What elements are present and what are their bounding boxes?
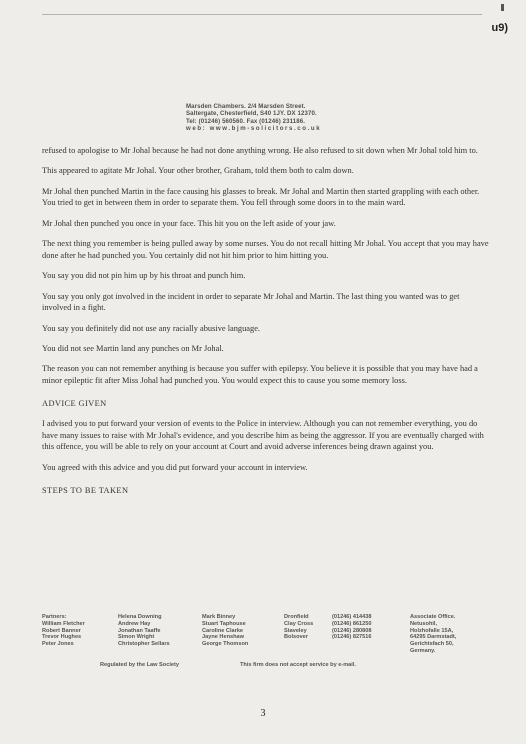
footer-line: Simon Wright xyxy=(118,634,155,641)
letterhead-address xyxy=(186,103,321,133)
paragraph: The next thing you remember is being pulled away by some nurses. You do not recall hitting Mr Johal. You accept that you may have done after he had punched you. You certainly did not hit him prior to him hitting you. xyxy=(42,239,489,260)
regulated-notice: Regulated by the Law Society xyxy=(100,662,179,668)
footer-line: Peter Jones xyxy=(42,641,74,648)
footer-partners-col xyxy=(42,614,85,648)
page-number: 3 xyxy=(260,708,266,719)
top-rule xyxy=(42,14,482,15)
footer-line: Caroline Clarke xyxy=(202,627,244,634)
paragraph: refused to apologise to Mr Johal because he had not done anything wrong. He also refused to sit down when Mr Johal told him to. xyxy=(42,146,478,155)
footer-line: Jonathan Taaffe xyxy=(118,627,161,634)
footer-line: Stuart Taphouse xyxy=(202,620,246,627)
footer-line: (01246) 280808 xyxy=(332,627,372,634)
section-heading-advice: ADVICE GIVEN xyxy=(42,399,107,409)
letterhead-line: Tel: (01246) 560560. Fax (01246) 231186. xyxy=(186,117,306,125)
email-service-notice: This firm does not accept service by e-mail. xyxy=(240,662,356,668)
paragraph: The reason you can not remember anything is because you suffer with epilepsy. You believe it is possible that you may have had a minor epileptic fit after Miss Johal had punched you. You would expect this to cause you some memory loss. xyxy=(42,364,478,385)
footer-associate-col xyxy=(410,614,456,655)
footer-line: William Fletcher xyxy=(42,620,85,627)
footer-line: (01246) 827516 xyxy=(332,634,372,641)
footer-line: Helena Downing xyxy=(118,614,162,620)
footer-line: (01246) 414438 xyxy=(332,614,372,620)
footer-line: Holzhofalle 15A, xyxy=(410,627,454,634)
letterhead-footer xyxy=(42,614,502,670)
footer-line: (01246) 861250 xyxy=(332,620,372,627)
paragraph: You agreed with this advice and you did put forward your account in interview. xyxy=(42,462,308,472)
section-heading-steps: STEPS TO BE TAKEN xyxy=(42,486,129,496)
corner-annotation: u9) xyxy=(491,22,508,34)
letterhead-web: web: www.bjm-solicitors.co.uk xyxy=(186,125,322,133)
footer-line: Netusohil, xyxy=(410,620,438,627)
letterhead-line: Marsden Chambers. 2/4 Marsden Street. xyxy=(186,103,306,110)
footer-line: Dronfield xyxy=(284,614,309,620)
footer-line: Germany. xyxy=(410,647,436,654)
footer-line: Andrew Hay xyxy=(118,620,151,627)
footer-line: 64295 Darmstadt, xyxy=(410,634,457,641)
letter-body xyxy=(42,145,490,505)
paragraph: You say you did not pin him up by his throat and punch him. xyxy=(42,271,246,281)
footer-line: Gerichtsfach 50, xyxy=(410,641,454,648)
footer-line: Jayne Henshaw xyxy=(202,634,244,641)
footer-line: Clay Cross xyxy=(284,620,314,627)
paragraph: Mr Johal then punched you once in your face. This hit you on the left aside of your jaw. xyxy=(42,218,336,228)
footer-line: Mark Binney xyxy=(202,614,236,620)
footer-line: George Thomson xyxy=(202,641,249,648)
paragraph: Mr Johal then punched Martin in the face causing his glasses to break. Mr Johal and Martin then started grappling with each other. You tried to get in between them in order to separate them. You fell through some doors in to the main ward. xyxy=(42,186,480,208)
footer-line: Christopher Sellars xyxy=(118,641,170,648)
footer-line: Staveley xyxy=(284,627,307,634)
paragraph: You did not see Martin land any punches on Mr Johal. xyxy=(42,343,224,353)
letterhead-line: Saltergate, Chesterfield, S40 1JY. DX 12370. xyxy=(186,110,317,118)
paragraph: You say you definitely did not use any racially abusive language. xyxy=(42,323,261,333)
footer-offices-col xyxy=(284,614,313,641)
footer-names-col xyxy=(118,614,170,648)
paragraph: I advised you to put forward your version of events to the Police in interview. Although you can not remember everything, you do have many issues to raise with Mr Johal's evidence, and you describe him as being the aggressor. If you are eventually charged with this offence, you will be able to rely on your account at Court and avoid adverse inferences being drawn against you. xyxy=(42,419,484,452)
footer-line: Bolsover xyxy=(284,634,308,641)
footer-line: Associate Office. xyxy=(410,614,456,620)
paragraph: You say you only got involved in the incident in order to separate Mr Johal and Martin. The last thing you wanted was to get involved in a fight. xyxy=(42,291,460,313)
footer-names-col xyxy=(202,614,248,648)
footer-line: Partners: xyxy=(42,614,67,620)
footer-line: Robert Banner xyxy=(42,627,81,634)
footer-phones-col xyxy=(332,614,372,641)
footer-line: Trevor Hughes xyxy=(42,634,82,641)
paragraph: This appeared to agitate Mr Johal. Your other brother, Graham, told them both to calm down. xyxy=(42,166,354,176)
corner-dot xyxy=(501,4,504,11)
